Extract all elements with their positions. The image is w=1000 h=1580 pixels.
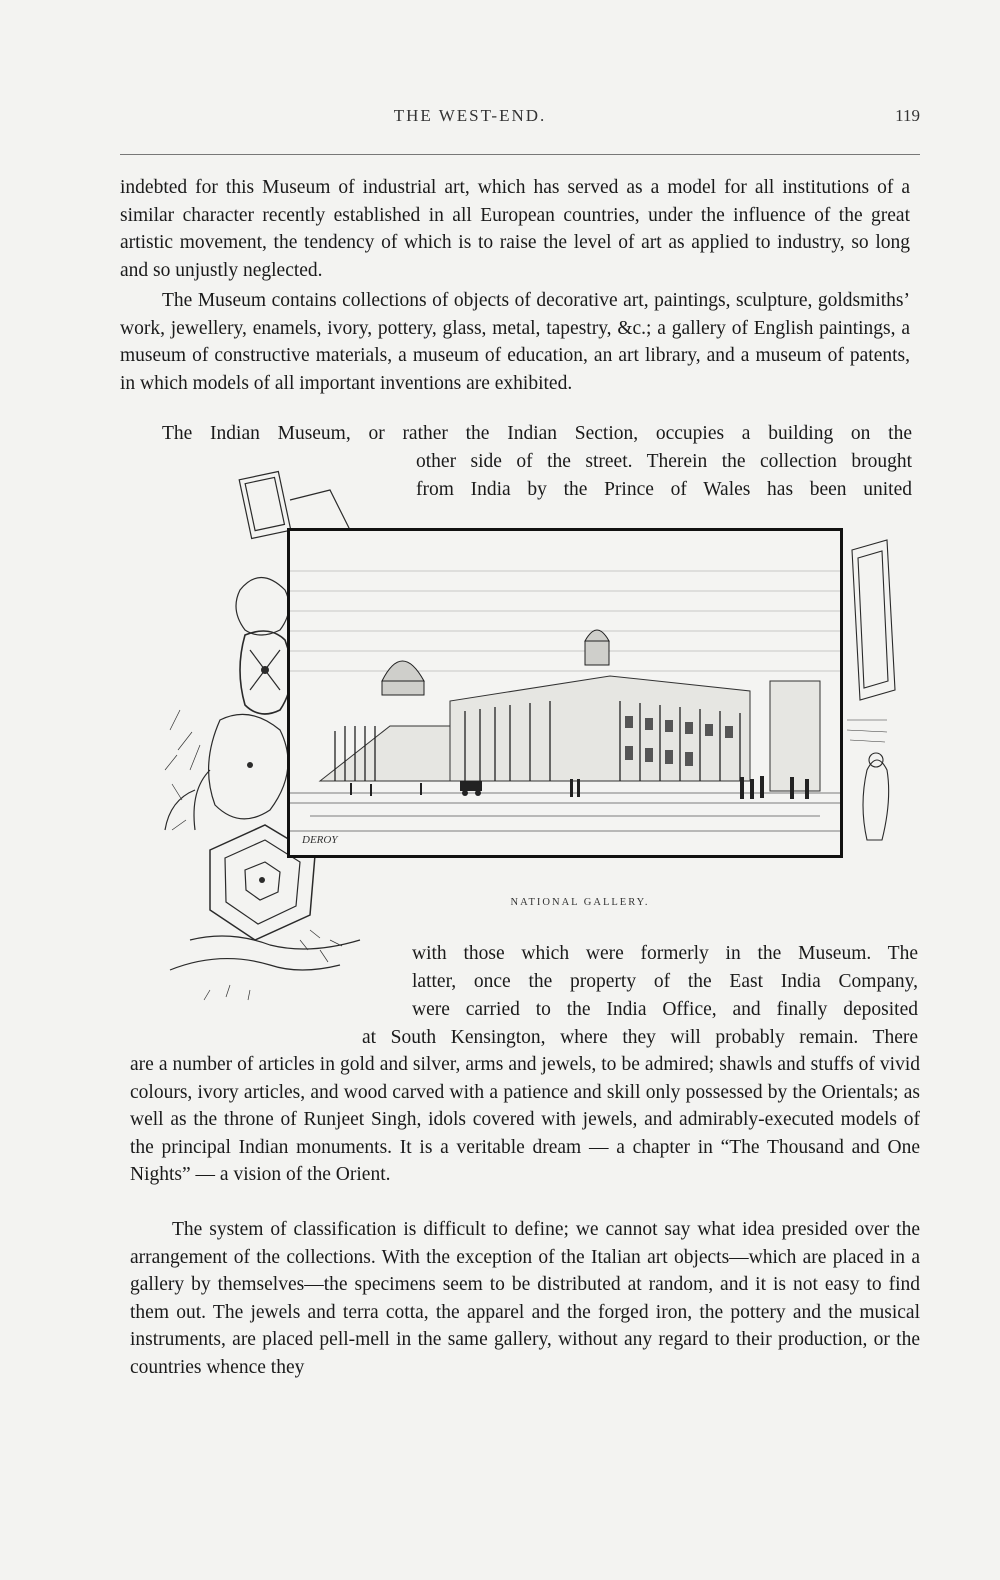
illustration-caption: NATIONAL GALLERY.: [510, 897, 650, 908]
header-rule: [120, 154, 920, 155]
page-number: 119: [895, 106, 920, 125]
illustration-national-gallery: [287, 528, 843, 858]
running-head: [120, 106, 920, 130]
running-title: THE WEST-END.: [393, 106, 547, 125]
paragraph-3-line-1: The Indian Museum, or rather the Indian Section, occupies a building on the: [162, 423, 912, 444]
paragraph-3-line-5: latter, once the property of the East India Company,: [412, 971, 918, 992]
decorative-ornament-right: [842, 520, 900, 870]
paragraph-4: The system of classification is difficult to define; we cannot say what idea presided over the arrangement of the collections. With the exception of the Italian art objects—which are placed in a gallery by themselves—the specimens seem to be distributed at random, and it is not easy to find them out. The jewels and terra cotta, the apparel and the forged iron, the pottery and the musical instruments, are placed pell-mell in the same gallery, without any regard to their production, or the countries whence they: [130, 1219, 920, 1378]
paragraph-3-line-6: were carried to the India Office, and finally deposited: [412, 999, 918, 1020]
paragraph-3-line-4: with those which were formerly in the Museum. The: [412, 943, 918, 964]
paragraph-3-line-2: other side of the street. Therein the collection brought: [416, 451, 912, 472]
paragraph-3-continued: are a number of articles in gold and silver, arms and jewels, to be admired; shawls and stuffs of vivid colours, ivory articles, and wood carved with a patience and skill only possessed by the Orientals; as well as the throne of Runjeet Singh, idols covered with jewels, and admirably-executed models of the principal Indian monuments. It is a veritable dream — a chapter in “The Thousand and One Nights” — a vision of the Orient.: [130, 1054, 920, 1185]
paragraph-2: The Museum contains collections of objects of decorative art, paintings, sculpture, goldsmiths’ work, jewellery, enamels, ivory, pottery, glass, metal, tapestry, &c.; a gallery of English paintings, a museum of constructive materials, a museum of education, an art library, and a museum of patents, in which models of all important inventions are exhibited.: [120, 290, 910, 394]
paragraph-1: indebted for this Museum of industrial art, which has served as a model for all institutions of a similar character recently established in all European countries, under the influence of the great artistic movement, the tendency of which is to raise the level of art as applied to industry, so long and so unjustly neglected.: [120, 177, 910, 281]
paragraph-3-line-7: at South Kensington, where they will probably remain. There: [362, 1027, 918, 1048]
engraver-signature: DEROY: [302, 834, 338, 846]
paragraph-3-line-3: from India by the Prince of Wales has been united: [416, 479, 912, 500]
